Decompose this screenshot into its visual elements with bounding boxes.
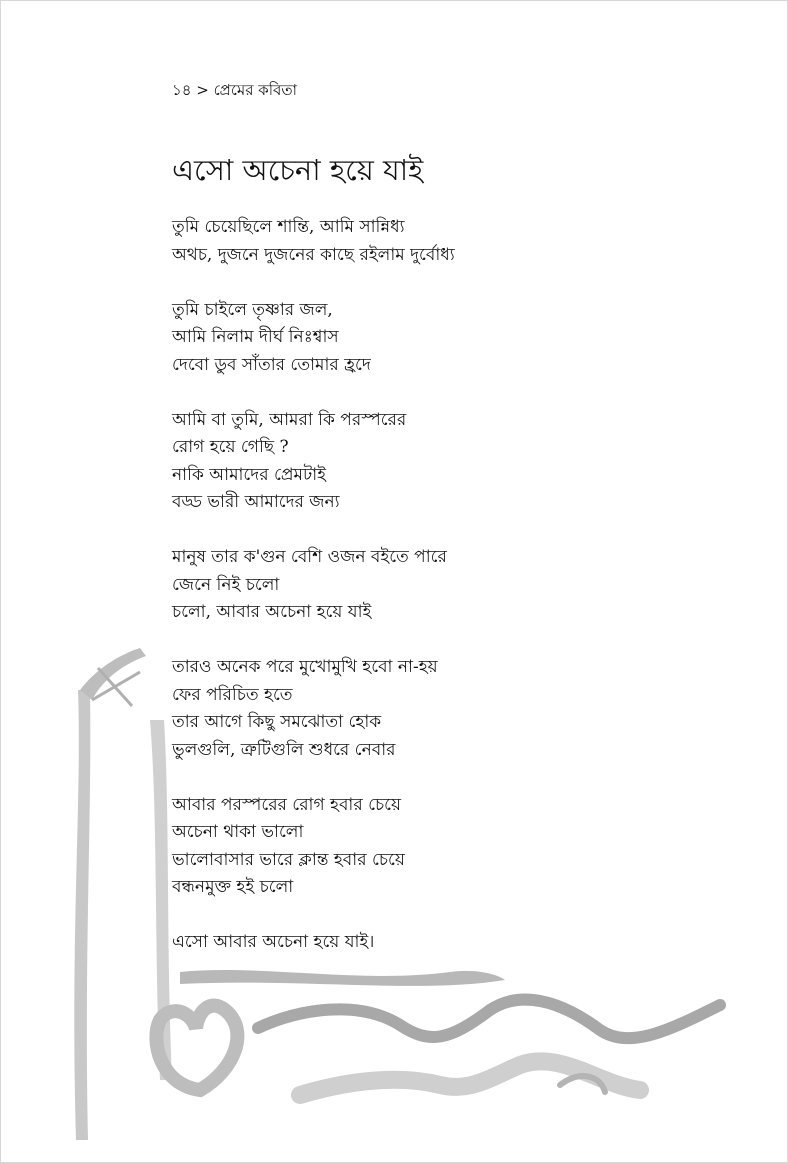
stanza-5 [172,654,732,764]
running-header: ১৪ > প্রেমের কবিতা [172,81,297,99]
poem-line: ফের পরিচিত হতে [172,684,293,705]
poem-line: তারও অনেক পরে মুখোমুখি হবো না-হয় [172,657,438,677]
poem-line: অথচ, দুজনে দুজনের কাছে রইলাম দুর্বোধ্য [172,244,455,265]
poem-body [172,214,732,984]
poem-line: আবার পরস্পরের রোগ হবার চেয়ে [172,794,402,815]
stanza-6 [172,792,732,902]
poem-line: ভালোবাসার ভারে ক্লান্ত হবার চেয়ে [172,849,405,870]
stanza-7 [172,929,732,957]
poem-line: ভুলগুলি, ত্রুটিগুলি শুধরে নেবার [172,739,396,760]
poem-line: চলো, আবার অচেনা হয়ে যাই [172,602,372,622]
poem-line: জেনে নিই চলো [172,574,280,595]
poem-line: বড্ড ভারী আমাদের জন্য [172,492,340,512]
poem-line: এসো আবার অচেনা হয়ে যাই। [172,932,375,952]
poem-line: রোগ হয়ে গেছি ? [172,437,289,457]
poem-line: বন্ধনমুক্ত হই চলো [172,877,294,897]
poem-line: দেবো ডুব সাঁতার তোমার হ্রদে [172,354,371,375]
stanza-1 [172,214,732,269]
poem-line: অচেনা থাকা ভালো [172,822,304,842]
stanza-4 [172,544,732,627]
poem-line: আমি বা তুমি, আমরা কি পরস্পরের [172,409,407,430]
poem-line: নাকি আমাদের প্রেমটাই [172,464,327,485]
poem-line: তুমি চেয়েছিলে শান্তি, আমি সান্নিধ্য [172,217,405,237]
poem-title: এসো অচেনা হয়ে যাই [172,153,424,187]
stanza-3 [172,407,732,517]
poem-line: আমি নিলাম দীর্ঘ নিঃশ্বাস [172,327,339,347]
stanza-2 [172,297,732,380]
poem-line: মানুষ তার ক'গুন বেশি ওজন বইতে পারে [172,547,447,567]
poem-line: তুমি চাইলে তৃষ্ণার জল, [172,299,333,320]
poem-line: তার আগে কিছু সমঝোতা হোক [172,712,382,732]
